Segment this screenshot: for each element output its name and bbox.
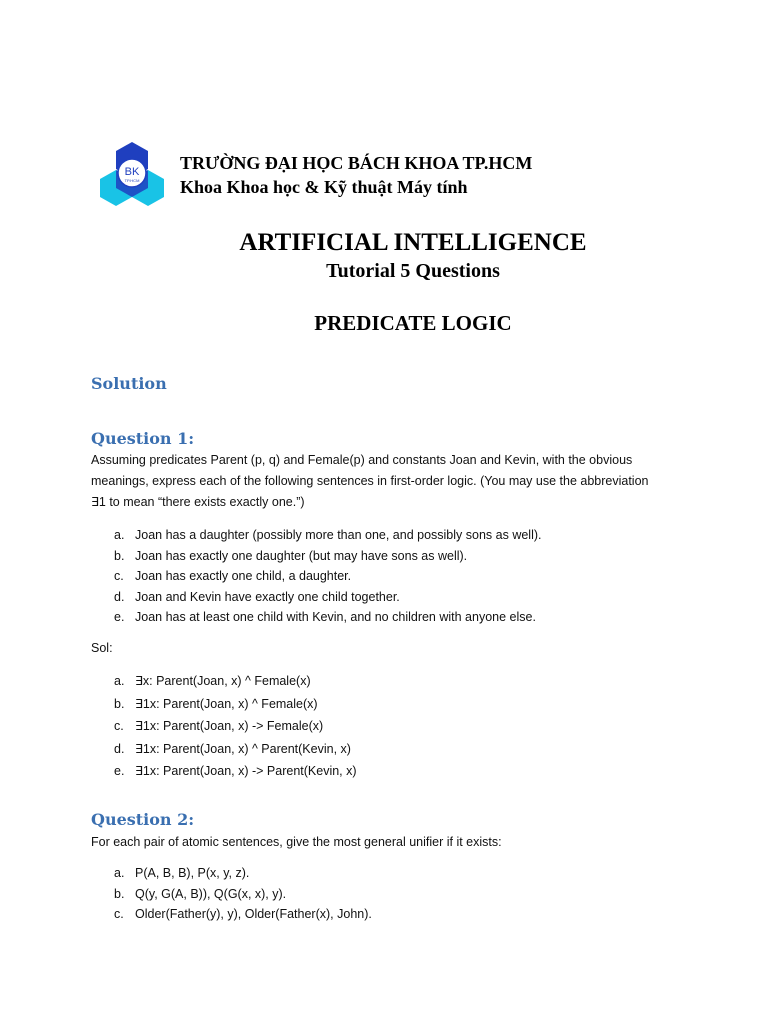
- list-item: [114, 525, 541, 546]
- solution-item: [114, 738, 357, 761]
- list-item: [114, 884, 372, 905]
- list-marker: e.: [114, 610, 125, 624]
- solution-text: ∃x: Parent(Joan, x) ^ Female(x): [135, 674, 311, 688]
- list-marker: c.: [114, 719, 124, 733]
- faculty-name: Khoa Khoa học & Kỹ thuật Máy tính: [180, 177, 468, 197]
- list-item: [114, 587, 541, 608]
- list-text: P(A, B, B), P(x, y, z).: [135, 866, 250, 880]
- solution-text: ∃1x: Parent(Joan, x) ^ Parent(Kevin, x): [135, 741, 351, 756]
- list-marker: b.: [114, 886, 125, 901]
- list-text: Older(Father(y), y), Older(Father(x), John).: [135, 907, 372, 921]
- question-1-items: [114, 525, 541, 628]
- list-text: Joan has a daughter (possibly more than one, and possibly sons as well).: [135, 528, 542, 542]
- list-item: [114, 546, 541, 567]
- solution-text: ∃1x: Parent(Joan, x) ^ Female(x): [135, 696, 318, 711]
- list-item: [114, 863, 372, 884]
- list-text: Joan has exactly one daughter (but may have sons as well).: [135, 548, 468, 563]
- logo-text: BK: [124, 166, 140, 178]
- list-text: Joan has at least one child with Kevin, and no children with anyone else.: [135, 610, 536, 624]
- document-subtitle: Tutorial 5 Questions: [326, 260, 500, 282]
- list-marker: a.: [114, 528, 125, 542]
- question-2-heading: Question 2:: [91, 810, 195, 829]
- list-marker: a.: [114, 674, 125, 688]
- solution-item: [114, 693, 357, 716]
- intro-line: ∃1 to mean “there exists exactly one.”): [91, 495, 305, 509]
- list-marker: c.: [114, 907, 124, 921]
- intro-line: meanings, express each of the following sentences in first-order logic. (You may use the abbreviation: [91, 474, 649, 488]
- list-marker: e.: [114, 764, 125, 778]
- logo-subtext: TP.HCM: [124, 178, 140, 183]
- document-title: ARTIFICIAL INTELLIGENCE: [239, 229, 587, 256]
- question-2-intro: For each pair of atomic sentences, give the most general unifier if it exists:: [91, 835, 502, 849]
- list-marker: a.: [114, 866, 125, 880]
- list-marker: b.: [114, 696, 125, 711]
- question-1-intro: [91, 450, 681, 513]
- question-1-solutions: [114, 670, 357, 783]
- list-text: Joan and Kevin have exactly one child together.: [135, 589, 400, 604]
- solution-item: [114, 670, 357, 693]
- solution-heading: Solution: [91, 374, 167, 393]
- solution-text: ∃1x: Parent(Joan, x) -> Female(x): [135, 719, 324, 733]
- document-topic: PREDICATE LOGIC: [314, 311, 512, 335]
- solution-item: [114, 760, 357, 783]
- university-logo: [100, 140, 164, 208]
- question-2-items: [114, 863, 372, 925]
- list-item: [114, 566, 541, 587]
- list-marker: b.: [114, 548, 125, 563]
- list-item: [114, 904, 372, 925]
- question-1-heading: Question 1:: [91, 429, 195, 448]
- intro-line: Assuming predicates Parent (p, q) and Female(p) and constants Joan and Kevin, with the obvious: [91, 453, 633, 467]
- list-item: [114, 607, 541, 628]
- list-text: Joan has exactly one child, a daughter.: [135, 569, 352, 583]
- sol-label: Sol:: [91, 641, 113, 655]
- list-marker: d.: [114, 741, 125, 756]
- list-marker: c.: [114, 569, 124, 583]
- list-marker: d.: [114, 589, 125, 604]
- university-name: TRƯỜNG ĐẠI HỌC BÁCH KHOA TP.HCM: [180, 153, 533, 173]
- solution-item: [114, 715, 357, 738]
- solution-text: ∃1x: Parent(Joan, x) -> Parent(Kevin, x): [135, 764, 357, 778]
- list-text: Q(y, G(A, B)), Q(G(x, x), y).: [135, 886, 287, 901]
